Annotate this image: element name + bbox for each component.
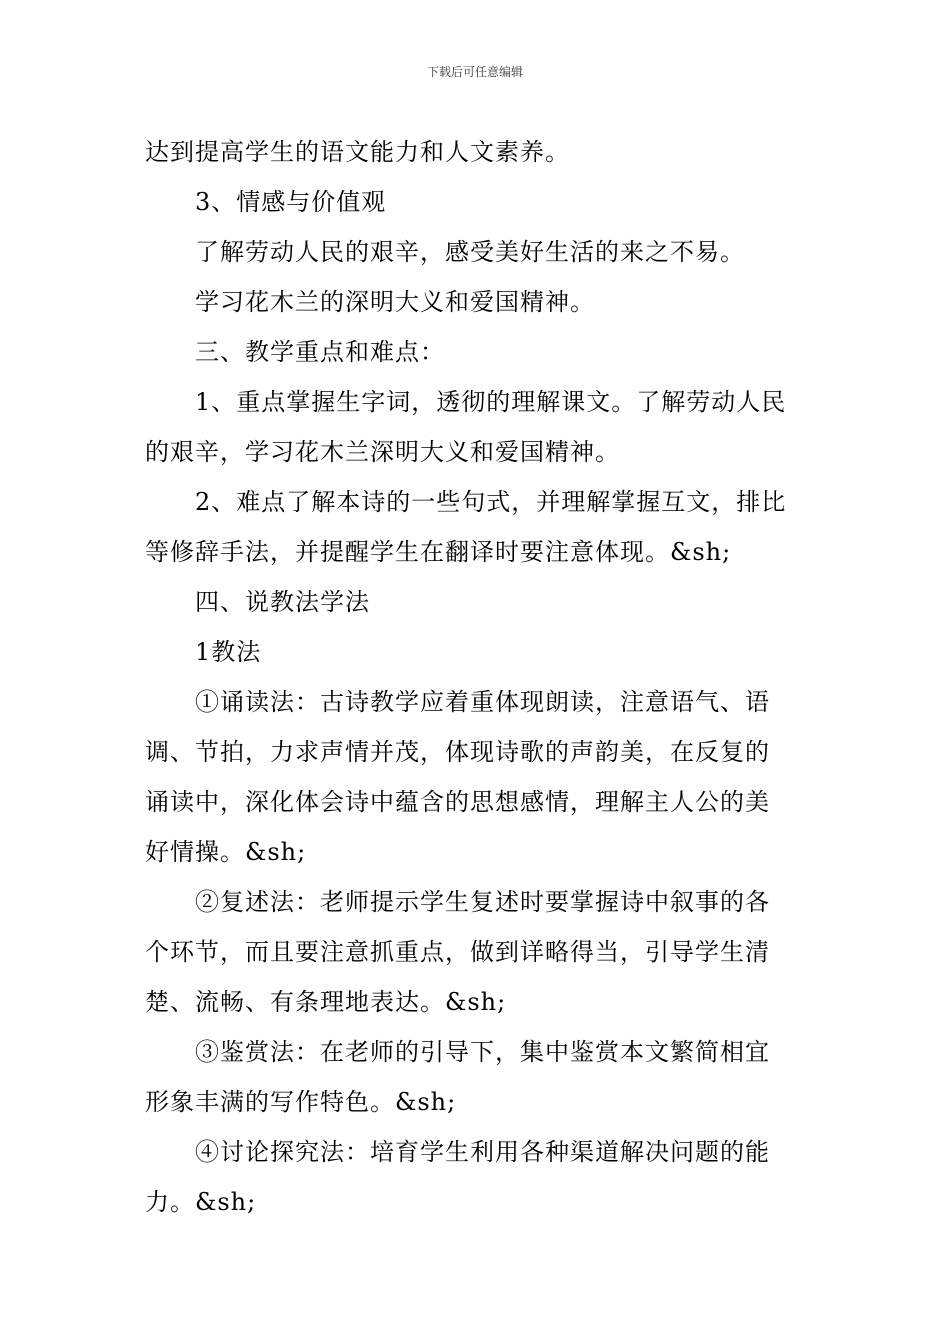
text-line: ③鉴赏法：在老师的引导下，集中鉴赏本文繁简相宜 bbox=[195, 1038, 770, 1066]
text-line: 学习花木兰的深明大义和爱国精神。 bbox=[195, 288, 595, 316]
text-line: 的艰辛，学习花木兰深明大义和爱国精神。 bbox=[145, 438, 620, 466]
text-line: 形象丰满的写作特色。&sh; bbox=[145, 1088, 457, 1116]
text-line: 2、难点了解本诗的一些句式，并理解掌握互文，排比 bbox=[195, 488, 787, 516]
text-line: 个环节，而且要注意抓重点，做到详略得当，引导学生清 bbox=[145, 938, 770, 966]
text-line: 了解劳动人民的艰辛，感受美好生活的来之不易。 bbox=[195, 238, 745, 266]
section-heading: 四、说教法学法 bbox=[195, 588, 370, 616]
page-header: 下载后可任意编辑 bbox=[426, 65, 523, 79]
section-heading: 1教法 bbox=[195, 638, 262, 666]
text-line: 达到提高学生的语文能力和人文素养。 bbox=[145, 138, 570, 166]
text-line: ①诵读法：古诗教学应着重体现朗读，注意语气、语 bbox=[195, 688, 770, 716]
section-heading: 3、情感与价值观 bbox=[195, 188, 387, 216]
text-line: ④讨论探究法：培育学生利用各种渠道解决问题的能 bbox=[195, 1138, 770, 1166]
text-line: 等修辞手法，并提醒学生在翻译时要注意体现。&sh; bbox=[145, 538, 732, 566]
text-line: 诵读中，深化体会诗中蕴含的思想感情，理解主人公的美 bbox=[145, 788, 770, 816]
text-line: 好情操。&sh; bbox=[145, 838, 307, 866]
section-heading: 三、教学重点和难点： bbox=[195, 338, 445, 366]
text-line: ②复述法：老师提示学生复述时要掌握诗中叙事的各 bbox=[195, 888, 770, 916]
text-line: 楚、流畅、有条理地表达。&sh; bbox=[145, 988, 507, 1016]
text-line: 1、重点掌握生字词，透彻的理解课文。了解劳动人民 bbox=[195, 388, 787, 416]
text-line: 力。&sh; bbox=[145, 1188, 257, 1216]
text-line: 调、节拍，力求声情并茂，体现诗歌的声韵美，在反复的 bbox=[145, 738, 770, 766]
document-body bbox=[145, 127, 807, 1227]
